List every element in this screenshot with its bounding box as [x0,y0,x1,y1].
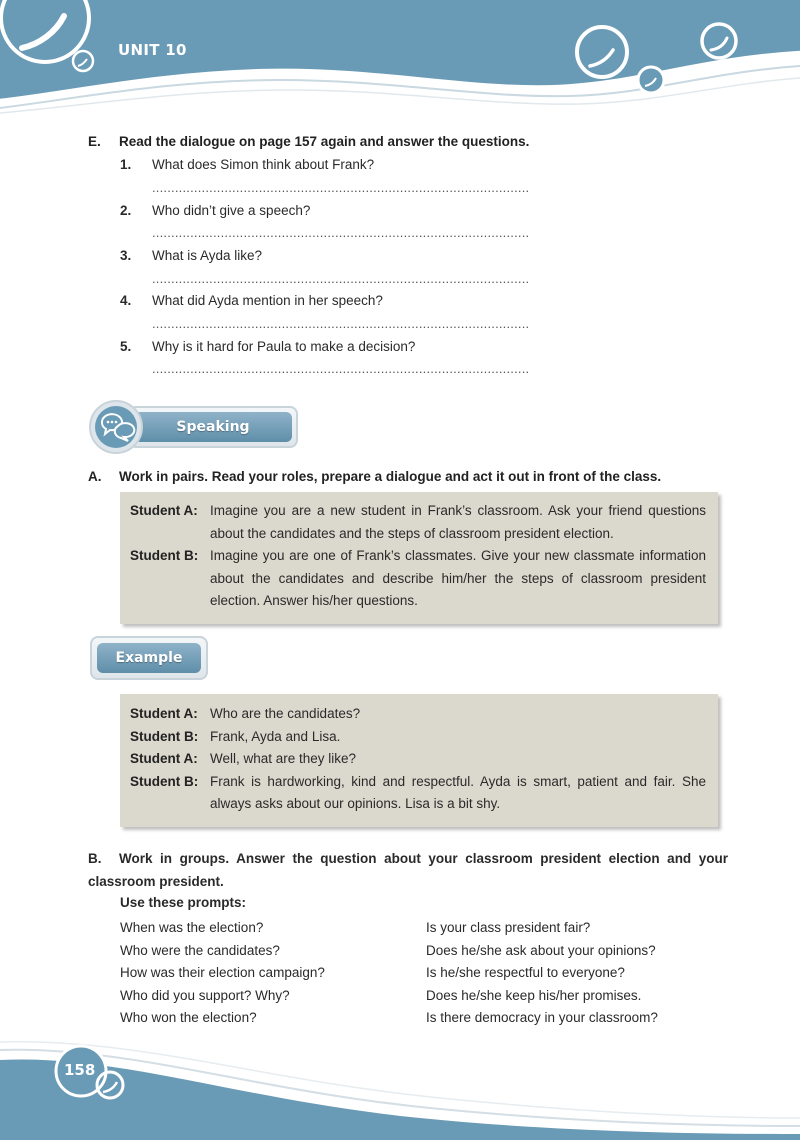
question-3 [120,248,262,263]
prompt-item: Does he/she keep his/her promises. [426,987,642,1003]
prompt-item: Who were the candidates? [120,942,280,958]
example-speaker: Student B: [130,773,199,789]
speaking-label: Speaking [134,412,292,442]
question-1 [120,157,374,172]
question-2 [120,203,310,218]
section-b-letter: B. [88,851,102,866]
section-e-letter: E. [88,134,101,149]
example-line [120,748,718,771]
prompt-item: Who did you support? Why? [120,987,290,1003]
section-b-instruction: Work in groups. Answer the question about your classroom president election and your classroom president. [88,851,728,889]
question-number: 2. [120,203,132,218]
example-line [120,703,718,726]
question-text: What does Simon think about Frank? [152,157,375,172]
speech-bubbles-icon [88,399,144,455]
example-line [120,726,718,749]
question-number: 1. [120,157,132,172]
answer-line-1[interactable]: ................................................................................................... [152,180,530,195]
example-speaker: Student B: [130,728,199,744]
roles-box [120,492,718,624]
answer-line-2[interactable]: ................................................................................................... [152,225,530,240]
answer-line-3[interactable]: ................................................................................................... [152,271,530,286]
prompt-item: Who won the election? [120,1010,257,1026]
unit-label: UNIT 10 [118,41,187,59]
role-student-a [120,500,718,545]
section-a-title [88,469,661,484]
prompts-left-column [120,917,325,1030]
question-number: 3. [120,248,132,263]
section-e-title [88,134,529,149]
section-a-instruction: Work in pairs. Read your roles, prepare a dialogue and act it out in front of the class. [119,469,662,484]
question-number: 4. [120,293,132,308]
prompt-item: Is he/she respectful to everyone? [426,965,625,981]
role-student-b [120,545,718,613]
example-line [120,771,718,816]
example-badge [90,636,208,680]
question-text: Who didn’t give a speech? [152,203,311,218]
question-text: What did Ayda mention in her speech? [152,293,383,308]
prompt-item: Is there democracy in your classroom? [426,1010,658,1026]
prompts-right-column [426,917,658,1030]
example-text: Frank, Ayda and Lisa. [210,728,341,744]
example-text: Frank is hardworking, kind and respectful. Ayda is smart, patient and fair. She always asks about our opinions. Lisa is a bit shy. [210,773,706,811]
question-text: What is Ayda like? [152,248,263,263]
section-a-letter: A. [88,469,102,484]
example-box [120,694,718,827]
role-text: Imagine you are a new student in Frank’s classroom. Ask your friend questions about the candidates and the steps of classroom president election. [210,503,706,541]
example-text: Who are the candidates? [210,706,361,721]
question-text: Why is it hard for Paula to make a decision? [152,339,416,354]
prompt-item: Does he/she ask about your opinions? [426,942,656,958]
question-4 [120,293,383,308]
example-label: Example [97,643,201,673]
example-speaker: Student A: [130,706,198,721]
role-speaker: Student B: [130,548,199,563]
prompts-title: Use these prompts: [120,895,247,910]
example-text: Well, what are they like? [210,751,357,766]
question-5 [120,339,415,354]
question-number: 5. [120,339,132,354]
answer-line-4[interactable]: ................................................................................................... [152,316,530,331]
example-speaker: Student A: [130,751,198,766]
page-number: 158 [64,1061,96,1079]
answer-line-5[interactable]: ................................................................................................... [152,361,530,376]
prompt-item: How was their election campaign? [120,965,325,981]
role-speaker: Student A: [130,503,198,518]
prompt-item: Is your class president fair? [426,920,591,935]
section-b-title [88,848,728,893]
section-e-instruction: Read the dialogue on page 157 again and answer the questions. [119,134,530,149]
role-text: Imagine you are one of Frank’s classmates. Give your new classmate information about the candidates and describe him/her the steps of classroom president election. Answer his/her questions. [210,548,706,608]
prompt-item: When was the election? [120,920,264,935]
footer-banner [0,1030,800,1140]
speaking-badge [128,406,298,448]
